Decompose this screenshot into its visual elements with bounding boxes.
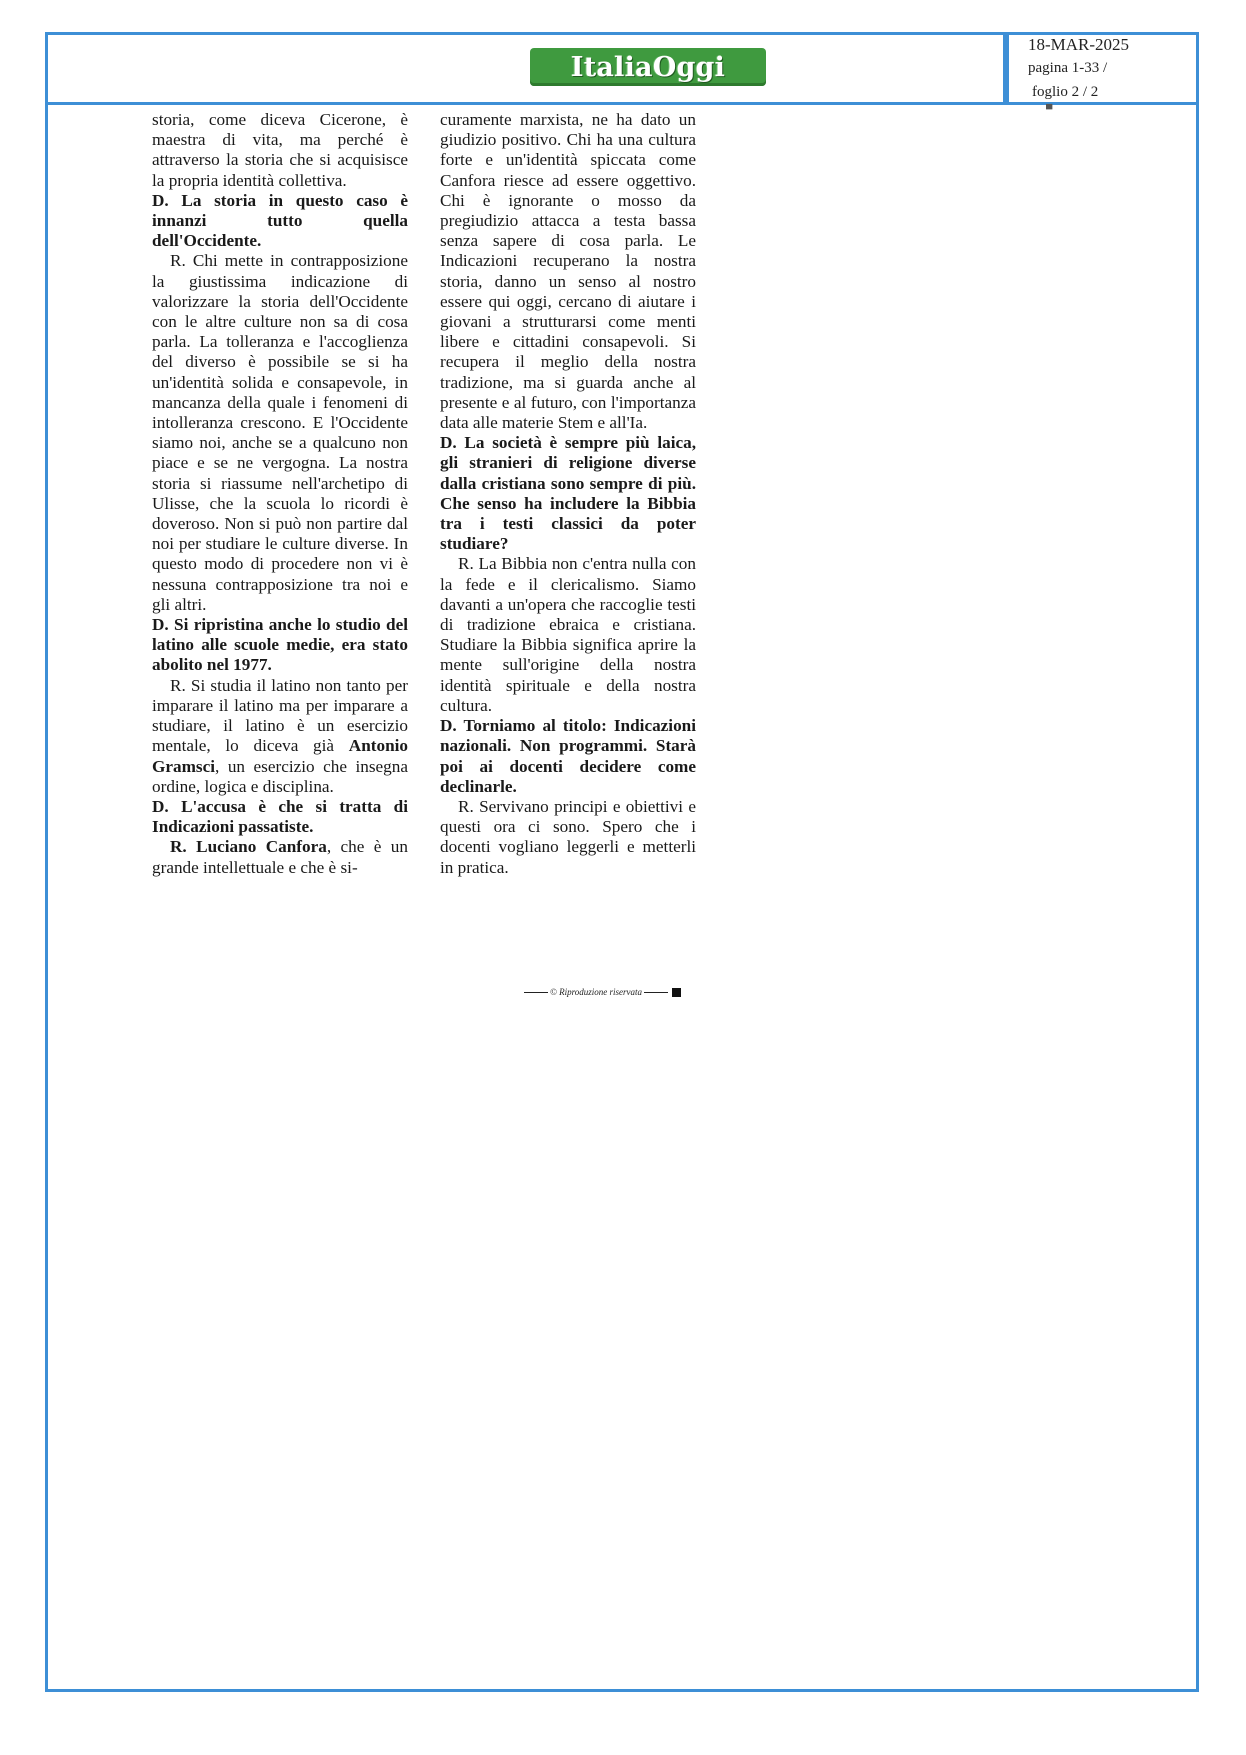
- copyright-signoff: [522, 987, 681, 997]
- masthead-logo: [530, 48, 766, 86]
- answer-with-name: [152, 837, 408, 877]
- end-mark: [672, 988, 681, 997]
- answer: R. Servivano principi e obiettivi e questi ora ci sono. Spero che i docenti vogliano leggerli e metterli in pratica.: [440, 796, 696, 877]
- paragraph: curamente marxista, ne ha dato un giudizio positivo. Chi ha una cultura forte e un'identità spiccata come Canfora riesce ad essere oggettivo. Chi è ignorante o mosso da pregiudizio attacca a testa bassa senza sapere di cosa parla. Le Indicazioni recuperano la nostra storia, danno un senso al nostro essere qui oggi, cercano di aiutare i giovani a strutturarsi come menti libere e cittadini consapevoli. Si recupera il meglio della nostra tradizione, ma si guarda anche al presente e al futuro, con l'importanza data alle materie Stem e all'Ia.: [440, 110, 696, 433]
- person-name: R. Luciano Canfora: [170, 837, 327, 857]
- answer: R. Chi mette in contrapposizione la giustissima indicazione di valorizzare la storia dell'Occidente con le altre culture non sa di cosa parla. La tolleranza e l'accoglienza del diverso è possibile se si ha un'identità solida e consapevole, in mancanza della quale i fenomeni di intolleranza crescono. E l'Occidente siamo noi, anche se a qualcuno non piace e se ne vergogna. La nostra storia si riassume nell'archetipo di Ulisse, che la scuola lo ricordi è doveroso. Non si può non partire dal noi per studiare le culture diverse. In questo modo di procedere non vi è nessuna contrapposizione tra noi e gli altri.: [152, 251, 408, 614]
- answer-with-name: [152, 676, 408, 797]
- question: D. Si ripristina anche lo studio del latino alle scuole medie, era stato abolito nel 1977.: [152, 615, 408, 675]
- page-reference: pagina 1-33 /: [1028, 60, 1108, 76]
- copyright-text: © Riproduzione riservata: [550, 987, 642, 997]
- article-column-left: [152, 110, 408, 878]
- question: D. La società è sempre più laica, gli stranieri di religione diverse dalla cristiana sono sempre di più. Che senso ha includere la Bibbia tra i testi classici da poter studiare?: [440, 433, 696, 554]
- question: D. La storia in questo caso è innanzi tutto quella dell'Occidente.: [152, 190, 408, 251]
- scan-mark: ▀: [1046, 104, 1053, 114]
- answer-text: R. Si studia il latino non tanto per imparare il latino ma per imparare a studiare, il latino è un esercizio mentale, lo diceva già: [152, 675, 408, 756]
- paragraph: storia, come diceva Cicerone, è maestra di vita, ma perché è attraverso la storia che si acquisisce la propria identità collettiva.: [152, 110, 408, 190]
- answer-text: , che è un grande intellettuale e che è si-: [152, 837, 408, 877]
- publication-date: 18-MAR-2025: [1028, 35, 1130, 54]
- answer: R. La Bibbia non c'entra nulla con la fede e il clericalismo. Siamo davanti a un'opera che raccoglie testi di tradizione ebraica e cristiana. Studiare la Bibbia significa aprire la mente sull'origine della nostra identità spirituale e della nostra cultura.: [440, 554, 696, 715]
- article-column-right: [440, 110, 696, 878]
- sheet-reference: foglio 2 / 2: [1032, 84, 1099, 100]
- info-box-divider: [1003, 32, 1006, 102]
- person-name: Antonio Gramsci: [152, 736, 408, 776]
- question: D. Torniamo al titolo: Indicazioni nazionali. Non programmi. Starà poi ai docenti decidere come declinarle.: [440, 716, 696, 796]
- question: D. L'accusa è che si tratta di Indicazioni passatiste.: [152, 796, 408, 837]
- rule: [524, 992, 548, 993]
- masthead-text: ItaliaOggi: [570, 51, 726, 83]
- answer-text: , un esercizio che insegna ordine, logica e disciplina.: [152, 756, 408, 796]
- rule: [644, 992, 668, 993]
